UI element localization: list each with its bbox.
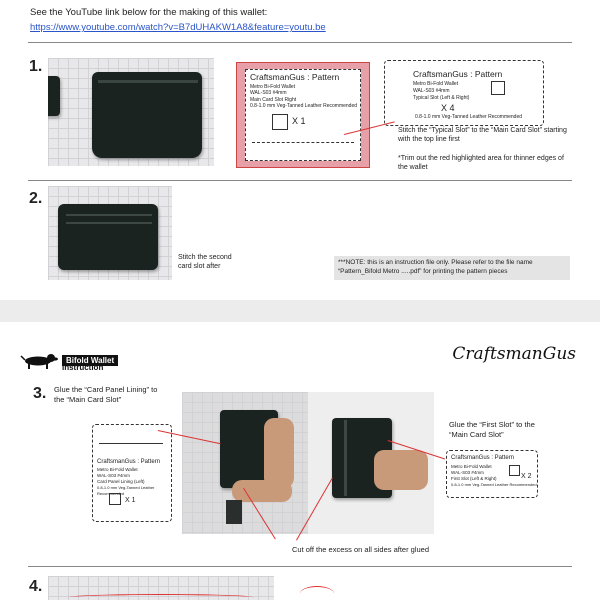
pattern-typical-slot: CraftsmanGus : Pattern Metro Bi-Fold Wallet WAL-S03 #4mm Typical Slot (Left & Right) X 4 0.8-1.0 mm Veg-Tanned Leather Recommended xyxy=(384,60,544,126)
instruction-note-box: ***NOTE: this is an instruction file only. Please refer to the file name “Pattern_Bifold Metro .....pdf” for printing the pattern pieces xyxy=(334,256,570,280)
step-number: 2. xyxy=(29,190,43,207)
step2-photo xyxy=(48,186,172,280)
leather-icon xyxy=(272,114,288,130)
dachshund-icon xyxy=(20,350,58,370)
step3-photo xyxy=(182,392,434,534)
hand xyxy=(374,450,428,490)
step2-caption-line1: Stitch the second xyxy=(178,254,232,261)
header-subtitle: Instruction xyxy=(62,363,104,372)
divider xyxy=(28,180,572,181)
step3-text-line1: Glue the “Card Panel Lining” to xyxy=(54,385,158,394)
leather-icon xyxy=(109,493,121,505)
step3-text-line2: the “Main Card Slot” xyxy=(54,395,122,404)
pattern-card-panel-lining: CraftsmanGus : Pattern Metro Bi-Fold Wallet WAL-S03 #4mm Card Panel Lining (Left) 0.8-1.0 mm Veg-Tanned Leather Recommended X 1 xyxy=(92,424,172,522)
step3-cut-note: Cut off the excess on all sides after glued xyxy=(292,545,430,554)
pattern-first-slot: CraftsmanGus : Pattern Metro Bi-Fold Wallet WAL-S03 #4mm First Slot (Left & Right) 0.8-1.0 mm Veg-Tanned Leather Recommended X 2 xyxy=(446,450,538,498)
leather-icon xyxy=(491,81,505,95)
step1-note-trim: *Trim out the red highlighted area for thinner edges of the wallet xyxy=(398,155,564,171)
step-number: 4. xyxy=(29,578,43,595)
pattern-main-card-slot: CraftsmanGus : Pattern Metro Bi-Fold Wallet WAL-S03 #4mm Main Card Slot Right 0.8-1.0 mm Veg-Tanned Leather Recommended X 1 xyxy=(236,62,370,168)
divider xyxy=(28,566,572,567)
divider xyxy=(28,42,572,43)
hand xyxy=(264,418,294,488)
intro-text: See the YouTube link below for the making of this wallet: xyxy=(30,7,268,18)
step3-right-line2: “Main Card Slot” xyxy=(449,430,504,439)
step-number: 1. xyxy=(29,58,43,75)
pointer-line xyxy=(300,586,334,601)
brand-logo: CraftsmanGus xyxy=(452,344,576,364)
leather-piece xyxy=(48,76,60,116)
leather-icon xyxy=(509,465,520,476)
youtube-link[interactable]: https://www.youtube.com/watch?v=B7dUHAKW1A8&feature=youtu.be xyxy=(30,22,326,33)
page-gap xyxy=(0,300,600,322)
step4-photo xyxy=(48,576,274,600)
step1-note-stitch: Stitch the “Typical Slot” to the “Main Card Slot” starting with the top line first xyxy=(398,127,567,143)
leather-card-slot xyxy=(92,72,202,158)
step-number: 3. xyxy=(33,385,47,402)
header-badge: Bifold Wallet xyxy=(62,355,118,366)
step2-caption-line2: card slot after xyxy=(178,263,221,270)
step3-right-line1: Glue the “First Slot” to the xyxy=(449,420,535,429)
step1-photo xyxy=(48,58,214,166)
pattern-title: CraftsmanGus : Pattern xyxy=(250,72,340,82)
slot-edge xyxy=(98,80,198,83)
hand xyxy=(232,480,292,502)
